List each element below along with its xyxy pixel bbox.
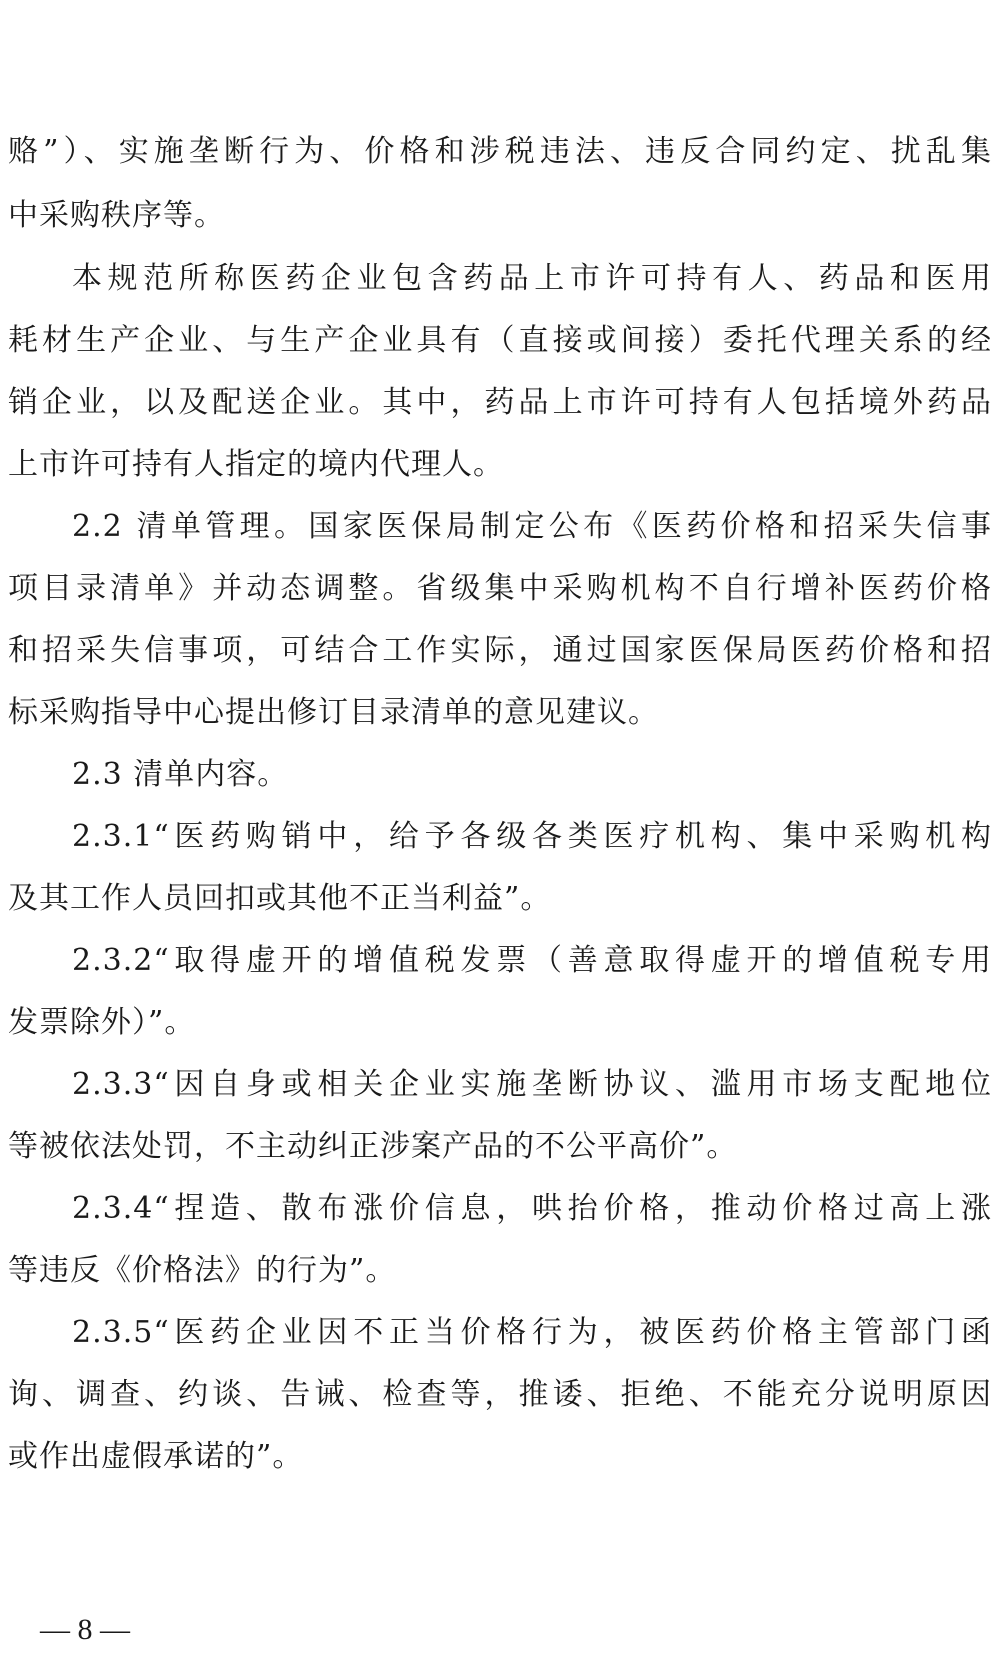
item-2-3-5-line-1: 2.3.5“医药企业因不正当价格行为，被医药价格主管部门函 — [72, 1315, 992, 1350]
body-line-9: 和招采失信事项，可结合工作实际，通过国家医保局医药价格和招 — [8, 633, 992, 668]
item-2-3-4-line-1: 2.3.4“捏造、散布涨价信息，哄抬价格，推动价格过高上涨 — [72, 1191, 992, 1226]
body-line-4: 耗材生产企业、与生产企业具有（直接或间接）委托代理关系的经 — [8, 323, 992, 358]
item-2-3-5-line-3: 或作出虚假承诺的”。 — [8, 1439, 304, 1474]
item-2-3-2-line-2: 发票除外）”。 — [8, 1005, 196, 1040]
item-2-3-2-line-1: 2.3.2“取得虚开的增值税发票（善意取得虚开的增值税专用 — [72, 943, 992, 978]
body-line-5: 销企业，以及配送企业。其中，药品上市许可持有人包括境外药品 — [8, 385, 992, 420]
body-line-3: 本规范所称医药企业包含药品上市许可持有人、药品和医用 — [72, 261, 992, 296]
body-line-6: 上市许可持有人指定的境内代理人。 — [8, 447, 504, 482]
body-line-10: 标采购指导中心提出修订目录清单的意见建议。 — [8, 695, 659, 730]
item-2-3-3-line-1: 2.3.3“因自身或相关企业实施垄断协议、滥用市场支配地位 — [72, 1067, 992, 1102]
page-number: — 8 — — [40, 1613, 130, 1646]
body-line-1: 赂”）、实施垄断行为、价格和涉税违法、违反合同约定、扰乱集 — [8, 134, 992, 169]
item-2-3-3-line-2: 等被依法处罚，不主动纠正涉案产品的不公平高价”。 — [8, 1129, 738, 1164]
body-line-8: 项目录清单》并动态调整。省级集中采购机构不自行增补医药价格 — [8, 571, 992, 606]
section-2-3-heading-line: 2.3 清单内容。 — [72, 757, 289, 792]
section-2-2-heading-line: 2.2 清单管理。国家医保局制定公布《医药价格和招采失信事 — [72, 509, 992, 544]
item-2-3-1-line-1: 2.3.1“医药购销中，给予各级各类医疗机构、集中采购机构 — [72, 819, 992, 854]
item-2-3-4-line-2: 等违反《价格法》的行为”。 — [8, 1253, 397, 1288]
body-line-2: 中采购秩序等。 — [8, 198, 225, 233]
item-2-3-1-line-2: 及其工作人员回扣或其他不正当利益”。 — [8, 881, 552, 916]
item-2-3-5-line-2: 询、调查、约谈、告诫、检查等，推诿、拒绝、不能充分说明原因 — [8, 1377, 992, 1412]
